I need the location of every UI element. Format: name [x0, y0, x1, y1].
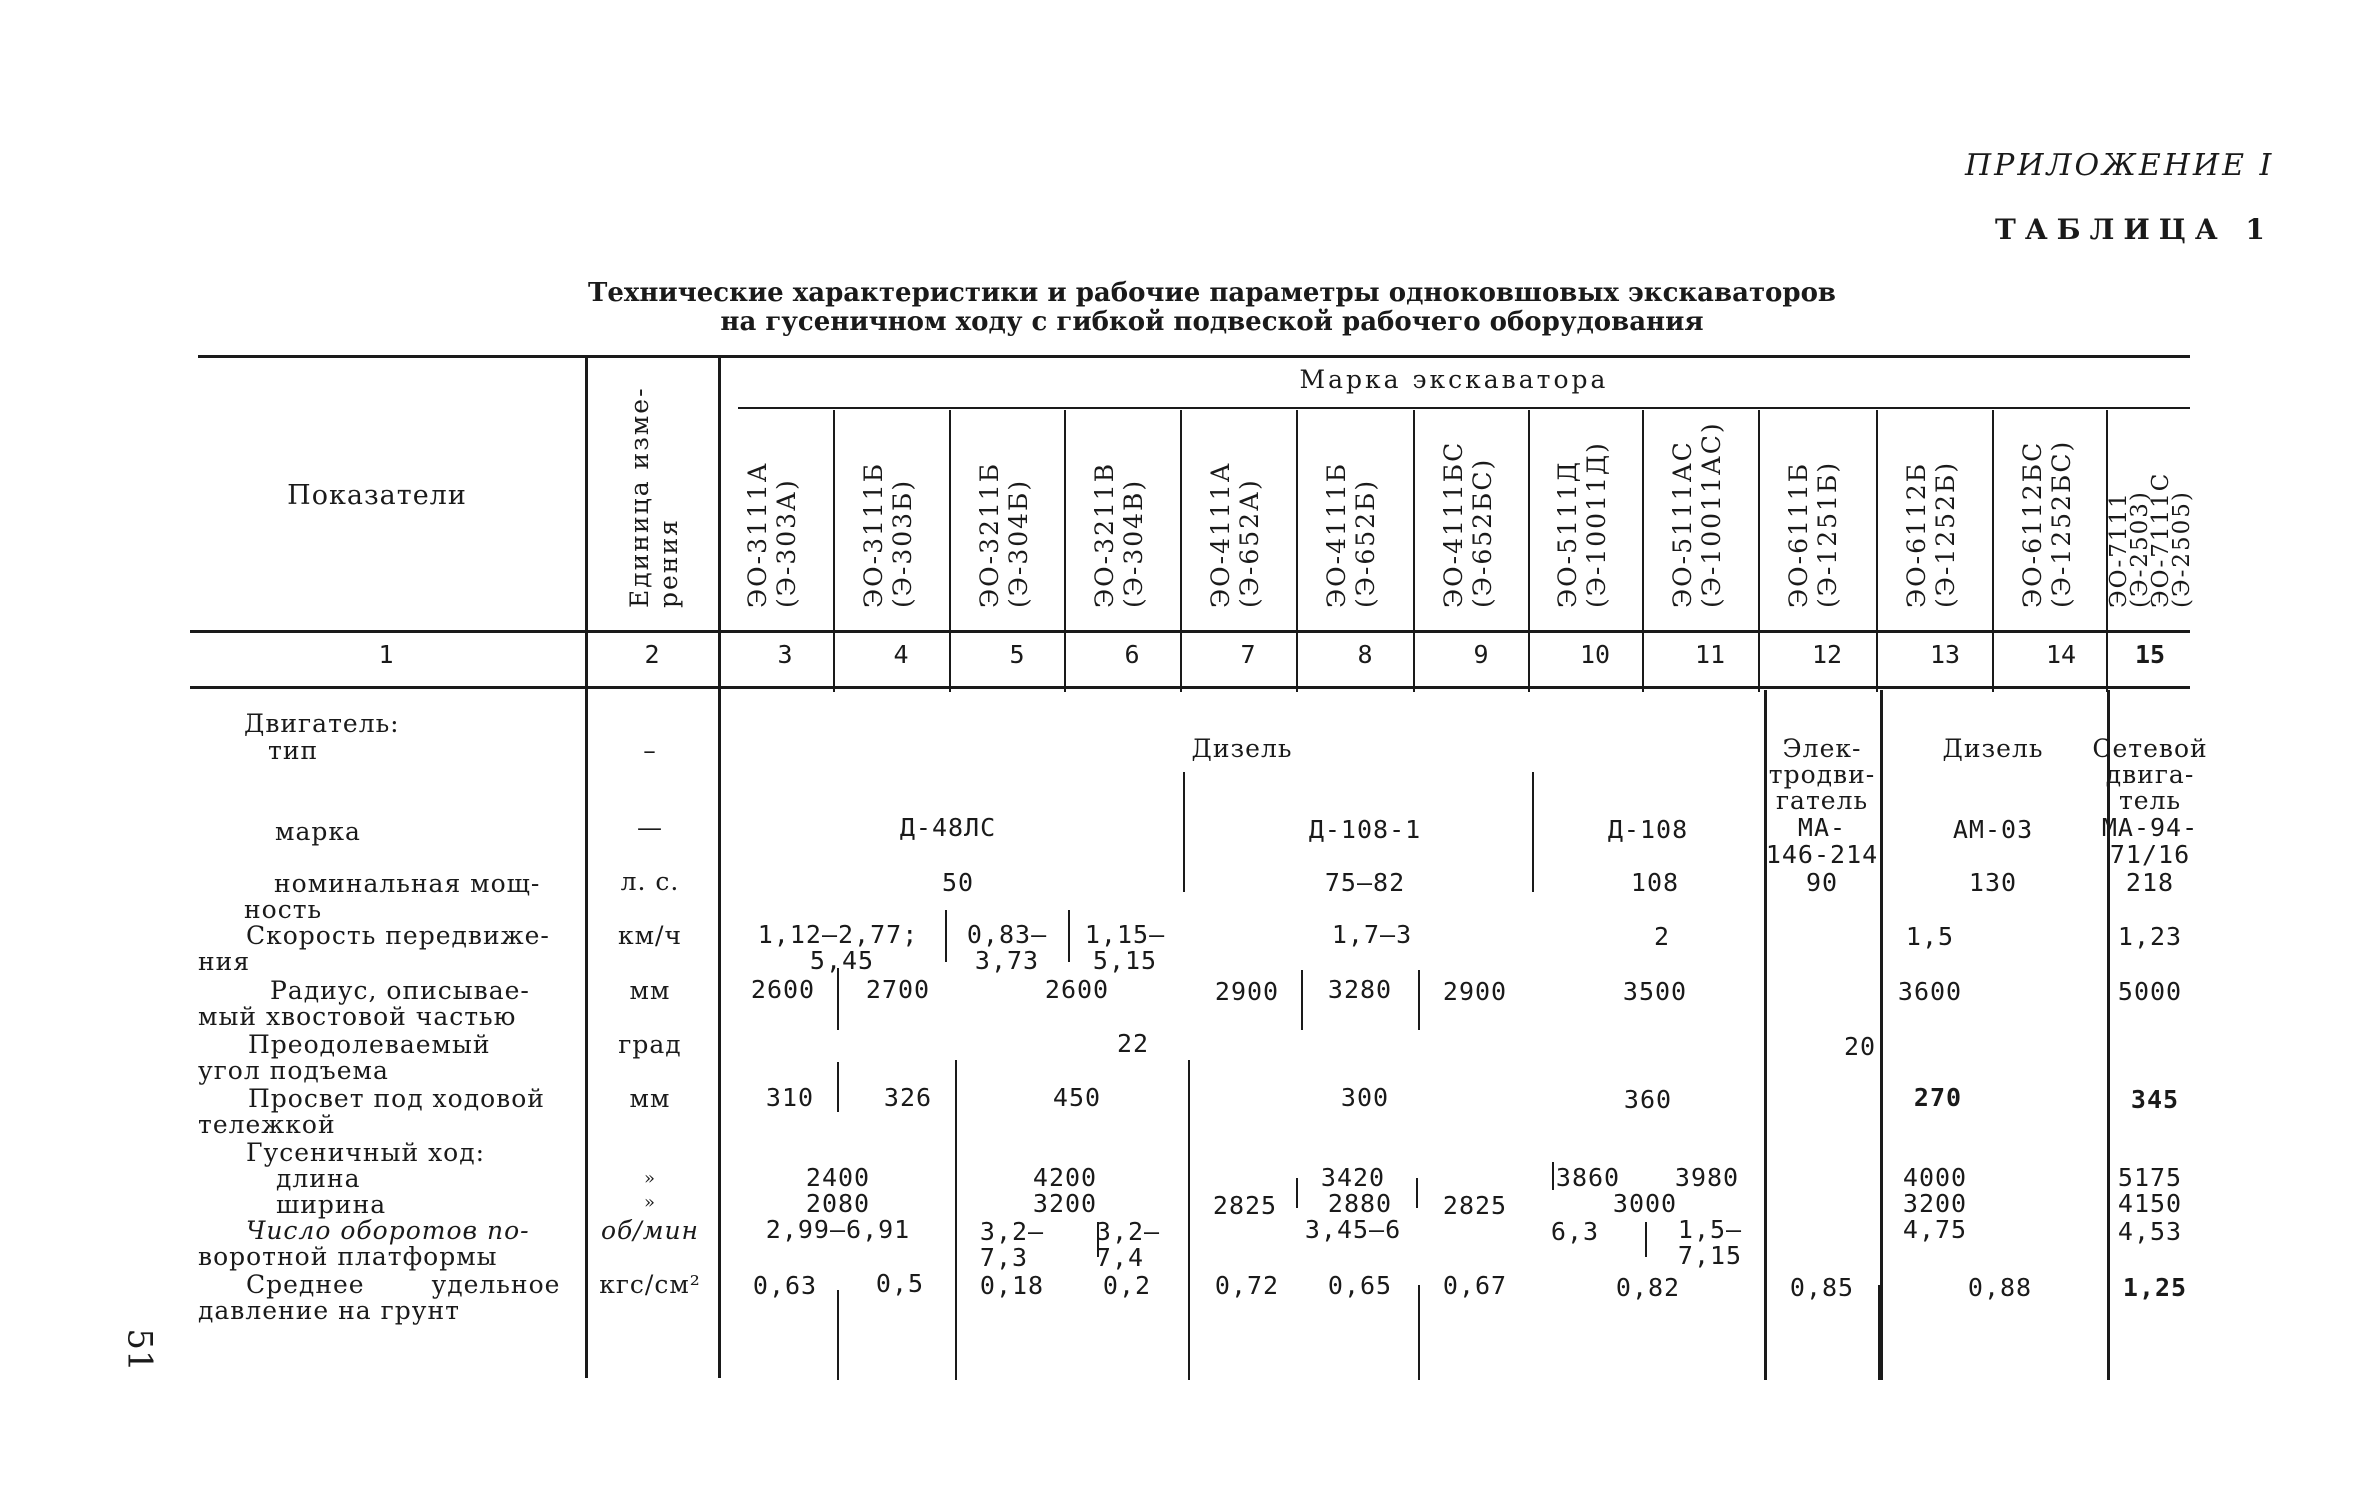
type-electro-3: гатель: [1775, 786, 1869, 815]
body-divider: [1880, 690, 1883, 1380]
rotation-value: 7,3: [979, 1243, 1029, 1272]
body-divider: [837, 1062, 839, 1112]
radius-value: 2600: [750, 975, 816, 1004]
body-divider: [2107, 1070, 2109, 1380]
col-number: 4: [893, 640, 909, 669]
col-divider: [1876, 410, 1878, 692]
row-length-unit: »: [643, 1168, 657, 1189]
col-divider: [1528, 410, 1530, 692]
pressure-value: 0,88: [1967, 1273, 2033, 1302]
header-bottom-rule: [190, 630, 2190, 633]
body-divider: [945, 910, 947, 962]
col-divider: [1992, 410, 1994, 692]
header-unit: Единица изме-: [625, 386, 654, 608]
clearance-value: 270: [1913, 1083, 1963, 1112]
brand-ma94-2: 71/16: [2109, 840, 2191, 869]
table-title-line2: на гусеничном ходу с гибкой подвеской рабочего оборудования: [720, 307, 1704, 337]
body-divider: [1416, 1178, 1418, 1208]
col-divider: [833, 410, 835, 692]
brand-ma94-1: МА-94-: [2101, 813, 2199, 842]
width-value: 3200: [1902, 1189, 1968, 1218]
row-length-label: длина: [276, 1164, 361, 1193]
speed-value: 1,23: [2117, 922, 2183, 951]
model-5-alt: (Э-652А): [1235, 478, 1264, 608]
row-engine-label: Двигатель:: [244, 709, 400, 738]
header-unit-2: рения: [654, 518, 683, 608]
col-divider: [1180, 410, 1182, 692]
col-number: 6: [1124, 640, 1140, 669]
speed-value: 0,83—: [966, 920, 1048, 949]
clearance-value: 300: [1340, 1083, 1390, 1112]
power-value: 75—82: [1324, 868, 1406, 897]
row-radius-label: Радиус, описывае-: [270, 976, 530, 1005]
clearance-value: 310: [765, 1083, 815, 1112]
brand-rule: [738, 407, 2190, 409]
body-divider: [1552, 1162, 1554, 1190]
radius-value: 3600: [1897, 977, 1963, 1006]
angle-value: 22: [1116, 1029, 1150, 1058]
row-brand-unit: —: [637, 813, 663, 842]
body-divider: [1878, 1285, 1880, 1380]
col-number: 15: [2134, 640, 2166, 669]
speed-value: 5,45: [809, 946, 875, 975]
rotation-value: 6,3: [1550, 1217, 1600, 1246]
length-value: 3860: [1555, 1163, 1621, 1192]
row-angle-label: Преодолеваемый: [248, 1030, 491, 1059]
row-power-label-2: ность: [244, 895, 323, 924]
body-divider: [1301, 970, 1303, 1030]
model-13-alt: (Э-2503): [2127, 490, 2153, 608]
pressure-value: 1,25: [2122, 1273, 2188, 1302]
clearance-value: 360: [1623, 1085, 1673, 1114]
angle-value: 20: [1843, 1032, 1877, 1061]
model-11-alt: (Э-1252Б): [1931, 460, 1960, 608]
row-pressure-label-2: давление на грунт: [198, 1296, 460, 1325]
col-divider: [949, 410, 951, 692]
col-divider: [1413, 410, 1415, 692]
brand-d108-1: Д-108-1: [1308, 815, 1422, 844]
body-divider: [1418, 970, 1420, 1030]
radius-value: 2900: [1442, 977, 1508, 1006]
col-divider: [718, 358, 721, 1378]
speed-value: 3,73: [974, 946, 1040, 975]
col-number: 12: [1811, 640, 1843, 669]
col-number: 1: [378, 640, 394, 669]
row-width-label: ширина: [276, 1190, 387, 1219]
model-1: ЭО-3111А: [743, 461, 772, 608]
rotation-value: 7,4: [1095, 1243, 1145, 1272]
model-13: ЭО-7111: [2106, 491, 2132, 608]
col-number: 7: [1240, 640, 1256, 669]
model-6-alt: (Э-652Б): [1351, 478, 1380, 608]
body-divider: [955, 1060, 957, 1380]
numbers-bottom-rule: [190, 686, 2190, 689]
model-12-alt: (Э-1252БС): [2047, 439, 2076, 608]
brand-ma146-2: 146-214: [1765, 840, 1879, 869]
length-value: 2400: [805, 1163, 871, 1192]
speed-value: 1,7—3: [1331, 920, 1413, 949]
col-divider: [1642, 410, 1644, 692]
rotation-value: 3,45—6: [1304, 1215, 1402, 1244]
radius-value: 2900: [1214, 977, 1280, 1006]
power-value: 108: [1630, 868, 1680, 897]
model-10: ЭО-6111Б: [1784, 461, 1813, 608]
pressure-value: 0,72: [1214, 1271, 1280, 1300]
row-speed-unit: км/ч: [617, 921, 683, 950]
col-divider: [585, 358, 588, 1378]
pressure-value: 0,65: [1327, 1271, 1393, 1300]
row-rotation-unit: об/мин: [600, 1216, 700, 1245]
body-divider: [1188, 1060, 1190, 1380]
width-value: 3000: [1612, 1189, 1678, 1218]
model-2-alt: (Э-303Б): [888, 478, 917, 608]
type-electro-2: тродви-: [1768, 760, 1876, 789]
body-divider: [1068, 910, 1070, 962]
row-type-unit: –: [643, 736, 657, 765]
body-divider: [1532, 772, 1534, 892]
table-title-line1: Технические характеристики и рабочие параметры одноковшовых экскаваторов: [588, 278, 1836, 308]
col-number: 2: [644, 640, 660, 669]
body-divider: [1183, 772, 1185, 892]
rotation-value: 7,15: [1677, 1241, 1743, 1270]
model-1-alt: (Э-303А): [772, 478, 801, 608]
speed-value: 5,15: [1092, 946, 1158, 975]
col-number: 10: [1579, 640, 1611, 669]
pressure-value: 0,2: [1102, 1271, 1152, 1300]
power-value: 130: [1968, 868, 2018, 897]
row-brand-label: марка: [275, 817, 361, 846]
row-clearance-label-2: тележкой: [198, 1110, 336, 1139]
model-7-alt: (Э-652БС): [1468, 457, 1497, 608]
length-value: 5175: [2117, 1163, 2183, 1192]
row-pressure-unit: кгс/см²: [599, 1270, 701, 1299]
model-5: ЭО-4111А: [1206, 461, 1235, 608]
model-2: ЭО-3111Б: [859, 461, 888, 608]
model-13b-alt: (Э-2505): [2169, 490, 2195, 608]
model-4: ЭО-3211В: [1090, 461, 1119, 608]
body-divider: [1645, 1222, 1647, 1257]
table-top-rule: [198, 355, 2190, 358]
row-speed-label: Скорость передвиже-: [246, 921, 550, 950]
model-8-alt: (Э-10011Д): [1582, 441, 1611, 608]
row-power-unit: л. с.: [620, 867, 680, 896]
col-number: 14: [2045, 640, 2077, 669]
row-clearance-label: Просвет под ходовой: [248, 1084, 545, 1113]
body-divider: [837, 1290, 839, 1380]
col-number: 9: [1473, 640, 1489, 669]
rotation-value: 2,99—6,91: [765, 1215, 911, 1244]
model-9-alt: (Э-10011АС): [1697, 421, 1726, 608]
body-divider: [837, 968, 839, 1030]
power-value: 50: [941, 868, 975, 897]
model-10-alt: (Э-1251Б): [1813, 460, 1842, 608]
length-value: 4200: [1032, 1163, 1098, 1192]
pressure-value: 0,67: [1442, 1271, 1508, 1300]
length-value: 3980: [1674, 1163, 1740, 1192]
row-angle-label-2: угол подъема: [198, 1056, 389, 1085]
clearance-value: 345: [2130, 1085, 2180, 1114]
pressure-value: 0,5: [875, 1269, 925, 1298]
length-value: 4000: [1902, 1163, 1968, 1192]
radius-value: 3280: [1327, 975, 1393, 1004]
table-number: ТАБЛИЦА 1: [1995, 213, 2274, 246]
pressure-value: 0,85: [1789, 1273, 1855, 1302]
body-divider: [1418, 1285, 1420, 1380]
rotation-value: 1,5—: [1677, 1215, 1743, 1244]
row-speed-label-2: ния: [198, 947, 251, 976]
row-width-unit: »: [643, 1192, 657, 1213]
speed-value: 2: [1653, 922, 1671, 951]
model-3-alt: (Э-304Б): [1004, 478, 1033, 608]
power-value: 218: [2125, 868, 2175, 897]
model-7: ЭО-4111БС: [1439, 440, 1468, 608]
body-divider: [1765, 1060, 1767, 1380]
row-track-label: Гусеничный ход:: [246, 1138, 486, 1167]
row-type-label: тип: [268, 736, 319, 765]
model-12: ЭО-6112БС: [2018, 440, 2047, 608]
row-clearance-unit: мм: [629, 1084, 671, 1113]
header-brand-group: Марка экскаватора: [1299, 365, 1609, 394]
row-pressure-label: Среднее удельное: [246, 1270, 561, 1299]
page-number: 51: [119, 1328, 160, 1372]
rotation-value: 4,75: [1902, 1215, 1968, 1244]
col-number: 3: [777, 640, 793, 669]
type-net-1: Сетевой: [2092, 734, 2208, 763]
type-diesel-2: Дизель: [1942, 734, 2044, 763]
col-divider: [1296, 410, 1298, 692]
pressure-value: 0,82: [1615, 1273, 1681, 1302]
row-radius-unit: мм: [629, 976, 671, 1005]
col-number: 5: [1009, 640, 1025, 669]
model-11: ЭО-6112Б: [1902, 461, 1931, 608]
brand-d48: Д-48ЛС: [899, 813, 997, 842]
speed-value: 1,5: [1905, 922, 1955, 951]
radius-value: 2600: [1044, 975, 1110, 1004]
width-value: 2825: [1212, 1191, 1278, 1220]
radius-value: 5000: [2117, 977, 2183, 1006]
model-3: ЭО-3211Б: [975, 461, 1004, 608]
radius-value: 3500: [1622, 977, 1688, 1006]
brand-ma146-1: МА-: [1797, 813, 1847, 842]
type-diesel: Дизель: [1191, 734, 1293, 763]
col-number: 8: [1357, 640, 1373, 669]
col-divider: [1758, 410, 1760, 692]
row-rotation-label-2: воротной платформы: [198, 1242, 498, 1271]
type-net-2: двига-: [2105, 760, 2195, 789]
brand-am03: АМ-03: [1952, 815, 2034, 844]
width-value: 2825: [1442, 1191, 1508, 1220]
rotation-value: 3,2—: [1095, 1217, 1161, 1246]
length-value: 3420: [1320, 1163, 1386, 1192]
row-rotation-label: Число оборотов по-: [246, 1216, 530, 1245]
width-value: 2880: [1327, 1189, 1393, 1218]
row-angle-unit: град: [618, 1030, 682, 1059]
clearance-value: 450: [1052, 1083, 1102, 1112]
pressure-value: 0,18: [979, 1271, 1045, 1300]
speed-value: 1,15—: [1084, 920, 1166, 949]
rotation-value: 3,2—: [979, 1217, 1045, 1246]
col-number: 11: [1694, 640, 1726, 669]
model-4-alt: (Э-304В): [1119, 478, 1148, 608]
type-electro-1: Элек-: [1782, 734, 1862, 763]
radius-value: 2700: [865, 975, 931, 1004]
clearance-value: 326: [883, 1083, 933, 1112]
width-value: 3200: [1032, 1189, 1098, 1218]
pressure-value: 0,63: [752, 1271, 818, 1300]
model-8: ЭО-5111Д: [1553, 459, 1582, 608]
brand-d108: Д-108: [1607, 815, 1689, 844]
body-divider: [1296, 1178, 1298, 1208]
power-value: 90: [1805, 868, 1839, 897]
row-radius-label-2: мый хвостовой частью: [198, 1002, 517, 1031]
col-number: 13: [1929, 640, 1961, 669]
model-6: ЭО-4111Б: [1322, 461, 1351, 608]
type-net-3: тель: [2118, 786, 2182, 815]
model-9: ЭО-5111АС: [1668, 440, 1697, 608]
rotation-value: 4,53: [2117, 1217, 2183, 1246]
col-divider: [1064, 410, 1066, 692]
row-power-label: номинальная мощ-: [274, 869, 541, 898]
width-value: 4150: [2117, 1189, 2183, 1218]
width-value: 2080: [805, 1189, 871, 1218]
appendix-label: ПРИЛОЖЕНИЕ I: [1965, 148, 2275, 183]
model-13b: ЭО-7111С: [2148, 471, 2174, 608]
header-indicators: Показатели: [287, 480, 467, 511]
speed-value: 1,12—2,77;: [757, 920, 919, 949]
